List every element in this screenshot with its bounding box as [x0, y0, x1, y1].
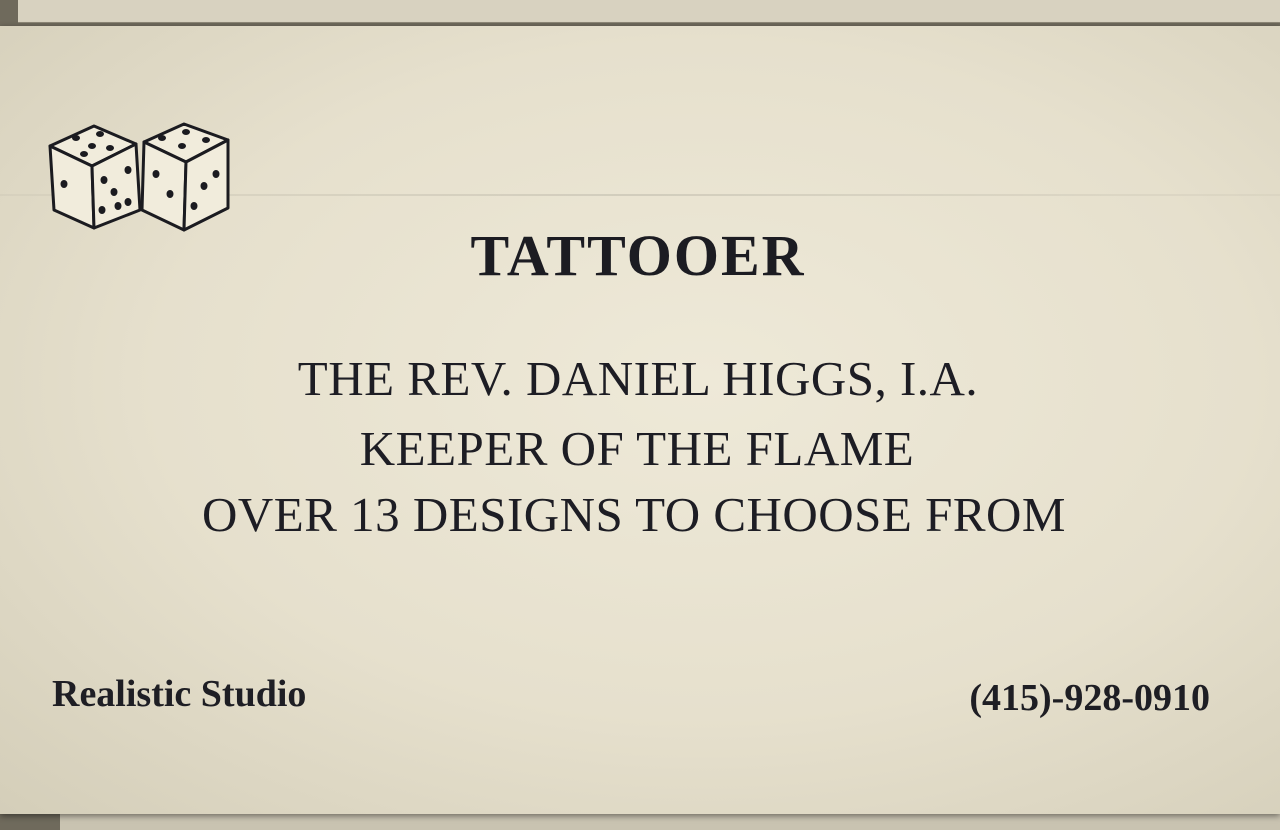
name-line: THE REV. DANIEL HIGGS, I.A.: [297, 351, 979, 406]
heading-text: TATTOOER: [470, 223, 806, 288]
studio-name: Realistic Studio: [52, 673, 307, 715]
background-card-bottom: [60, 812, 1280, 830]
designs-line: OVER 13 DESIGNS TO CHOOSE FROM: [201, 487, 1066, 542]
phone-number: (415)-928-0910: [969, 677, 1210, 719]
dice-icon: [44, 118, 234, 238]
card-heading: [0, 222, 1280, 289]
background-card-top: [18, 0, 1280, 23]
title-line: KEEPER OF THE FLAME: [359, 421, 915, 476]
